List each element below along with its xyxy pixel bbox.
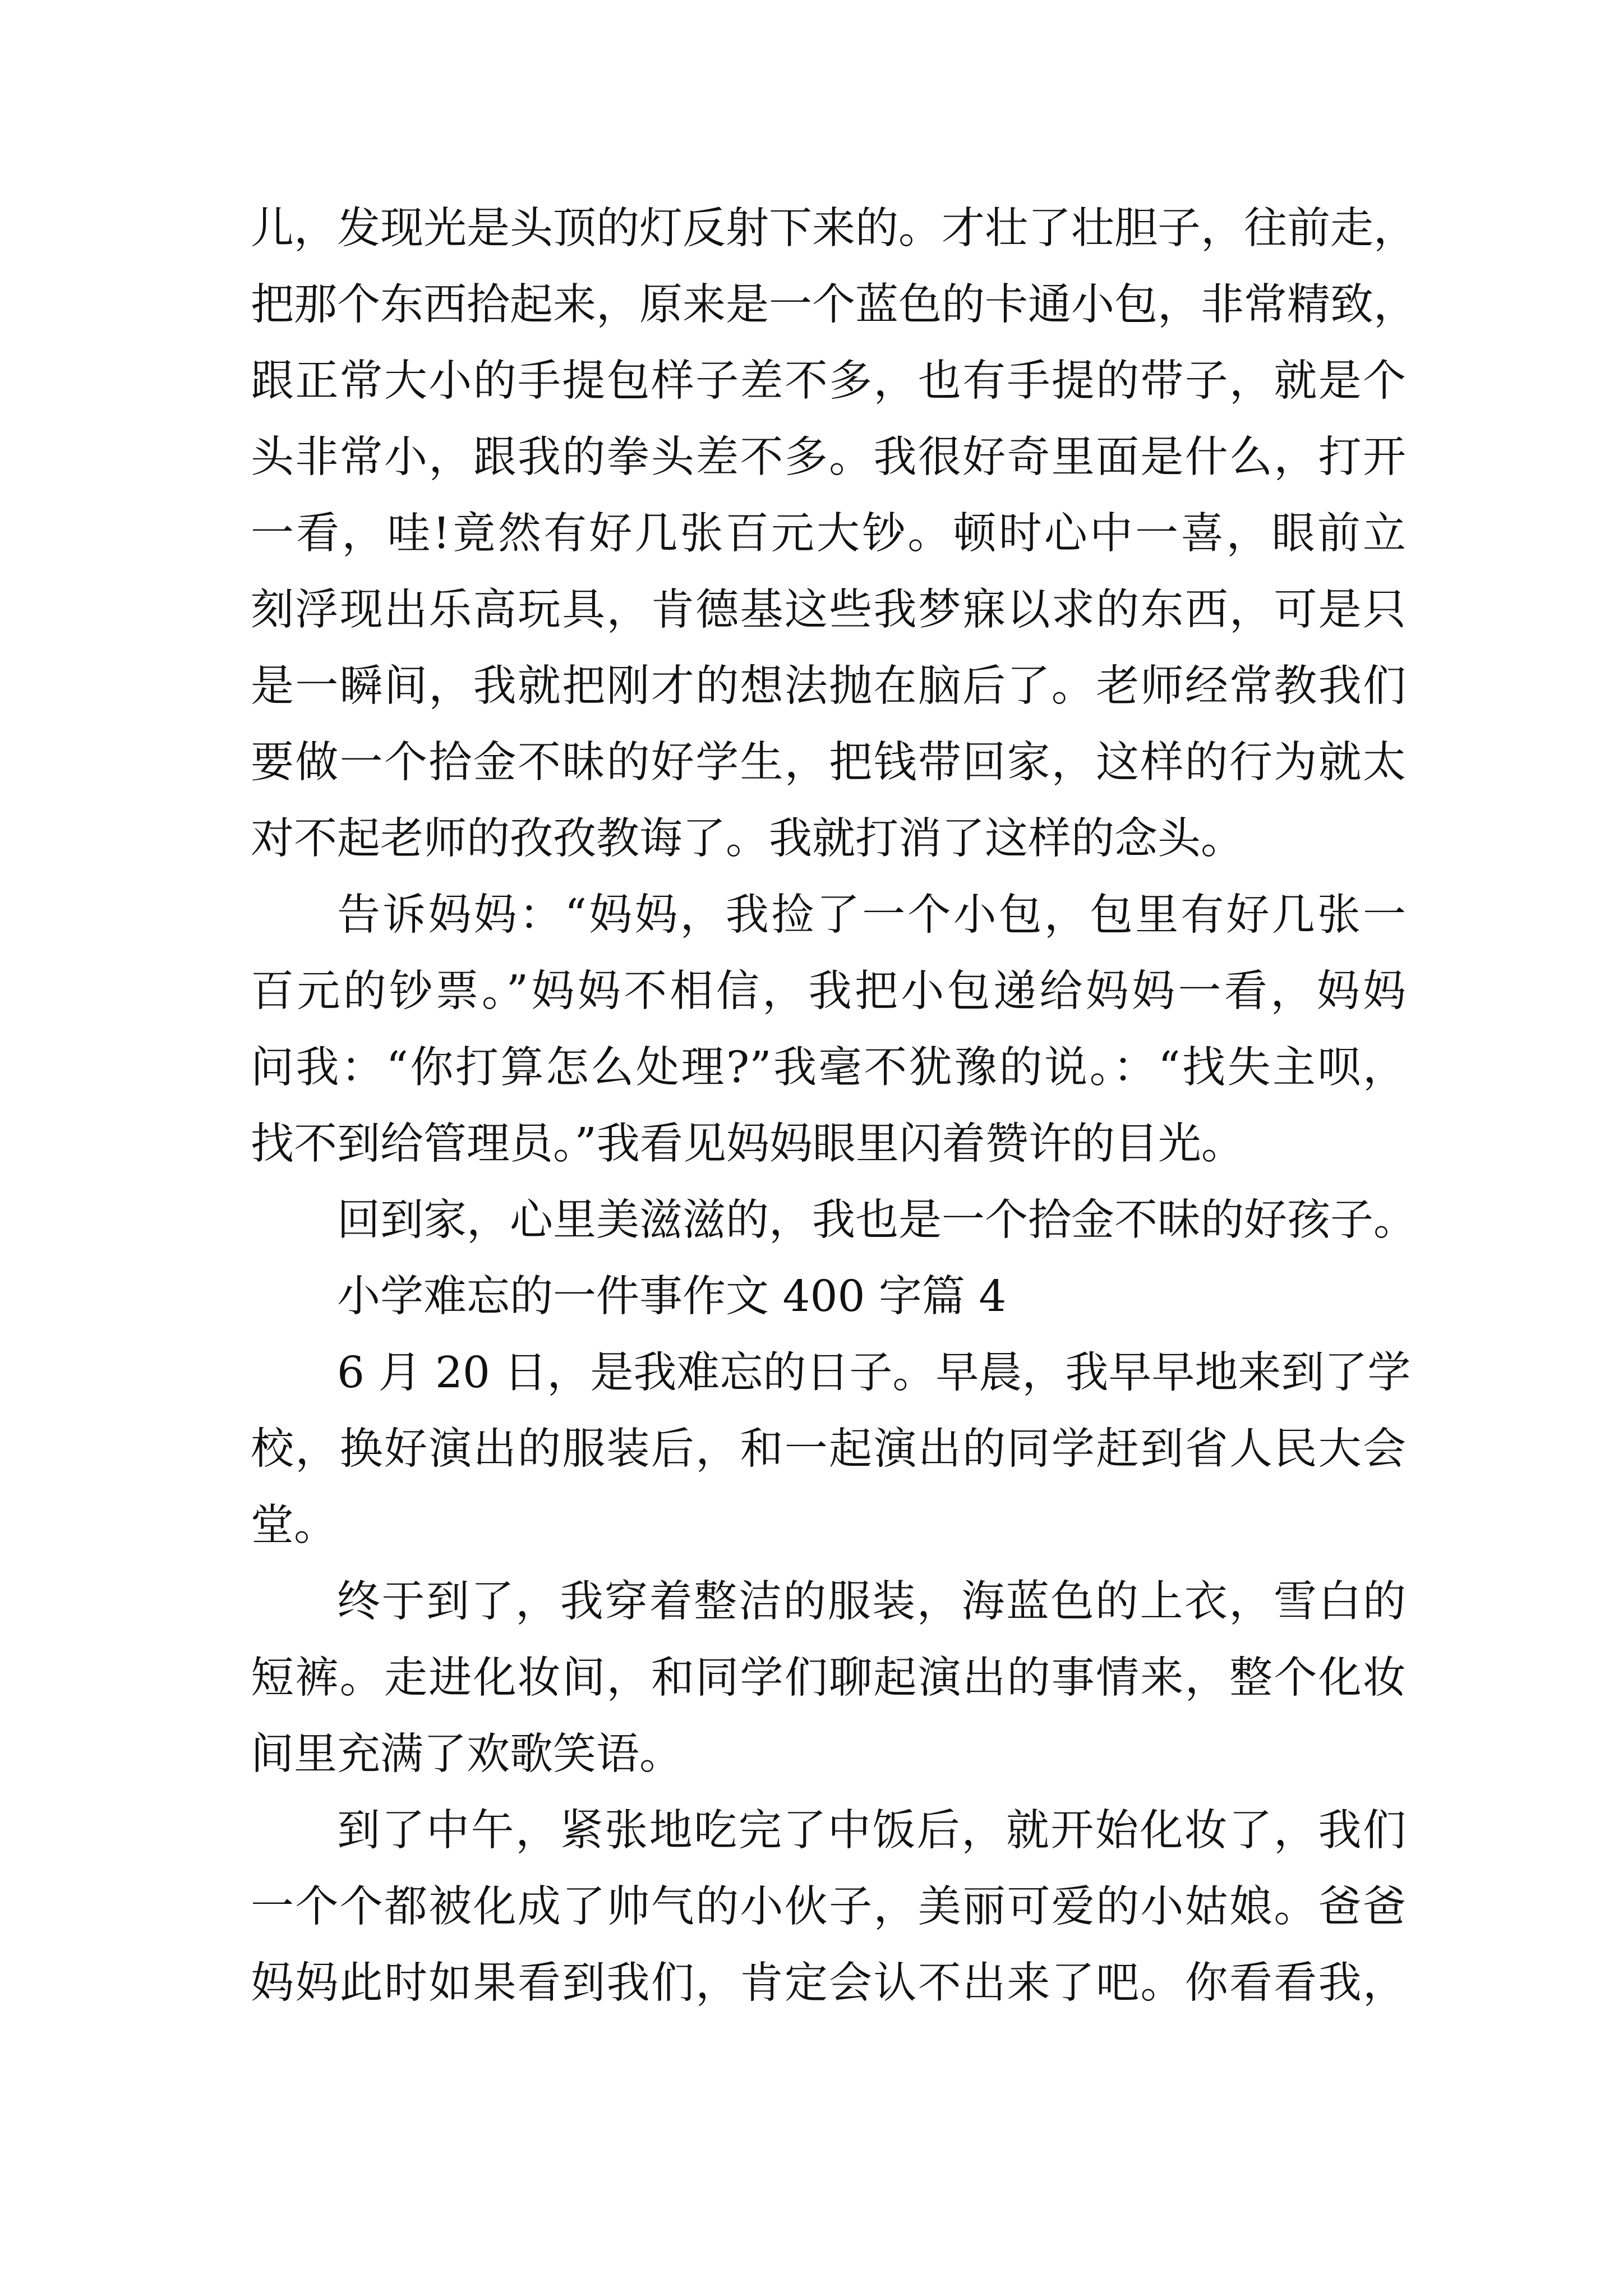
text-line: 到了中午，紧张地吃完了中饭后，就开始化妆了，我们 [337,1806,1406,1856]
text-line: 跟正常大小的手提包样子差不多，也有手提的带子，就是个 [251,356,1406,406]
text-line: 6 月 20 日，是我难忘的日子。早晨，我早早地来到了学 [337,1348,1411,1398]
text-line: 是一瞬间，我就把刚才的想法抛在脑后了。老师经常教我们 [251,661,1406,711]
text-line: 回到家，心里美滋滋的，我也是一个拾金不昧的好孩子。 [337,1195,1417,1245]
text-line: 堂。 [251,1501,337,1550]
text-line: 头非常小，跟我的拳头差不多。我很好奇里面是什么，打开 [251,432,1406,482]
text-line: 短裤。走进化妆间，和同学们聊起演出的事情来，整个化妆 [251,1653,1406,1703]
text-line: 把那个东西拾起来，原来是一个蓝色的卡通小包，非常精致， [251,280,1417,330]
text-line: 百元的钞票。”妈妈不相信，我把小包递给妈妈一看，妈妈 [251,967,1406,1016]
text-line: 找不到给管理员。”我看见妈妈眼里闪着赞许的目光。 [251,1119,1244,1169]
text-line: 儿，发现光是头顶的灯反射下来的。才壮了壮胆子，往前走， [251,204,1417,254]
text-line: 对不起老师的孜孜教诲了。我就打消了这样的念头。 [251,814,1244,864]
text-line: 告诉妈妈：“妈妈，我捡了一个小包，包里有好几张一 [337,890,1406,940]
text-line: 要做一个拾金不昧的好学生，把钱带回家，这样的行为就太 [251,738,1406,788]
text-line: 一个个都被化成了帅气的小伙子，美丽可爱的小姑娘。爸爸 [251,1882,1406,1932]
text-line: 刻浮现出乐高玩具，肯德基这些我梦寐以求的东西，可是只 [251,585,1406,635]
section-heading: 小学难忘的一件事作文 400 字篇 4 [337,1272,1007,1322]
text-line: 终于到了，我穿着整洁的服装，海蓝色的上衣，雪白的 [337,1577,1406,1627]
text-line: 间里充满了欢歌笑语。 [251,1729,683,1779]
text-line: 校，换好演出的服装后，和一起演出的同学赶到省人民大会 [251,1424,1406,1474]
text-line: 一看，哇!竟然有好几张百元大钞。顿时心中一喜，眼前立 [251,509,1406,559]
document-body [251,191,1417,2022]
text-line: 妈妈此时如果看到我们，肯定会认不出来了吧。你看看我， [251,1958,1406,2008]
text-line: 问我：“你打算怎么处理?”我毫不犹豫的说。：“找失主呗， [251,1043,1406,1093]
